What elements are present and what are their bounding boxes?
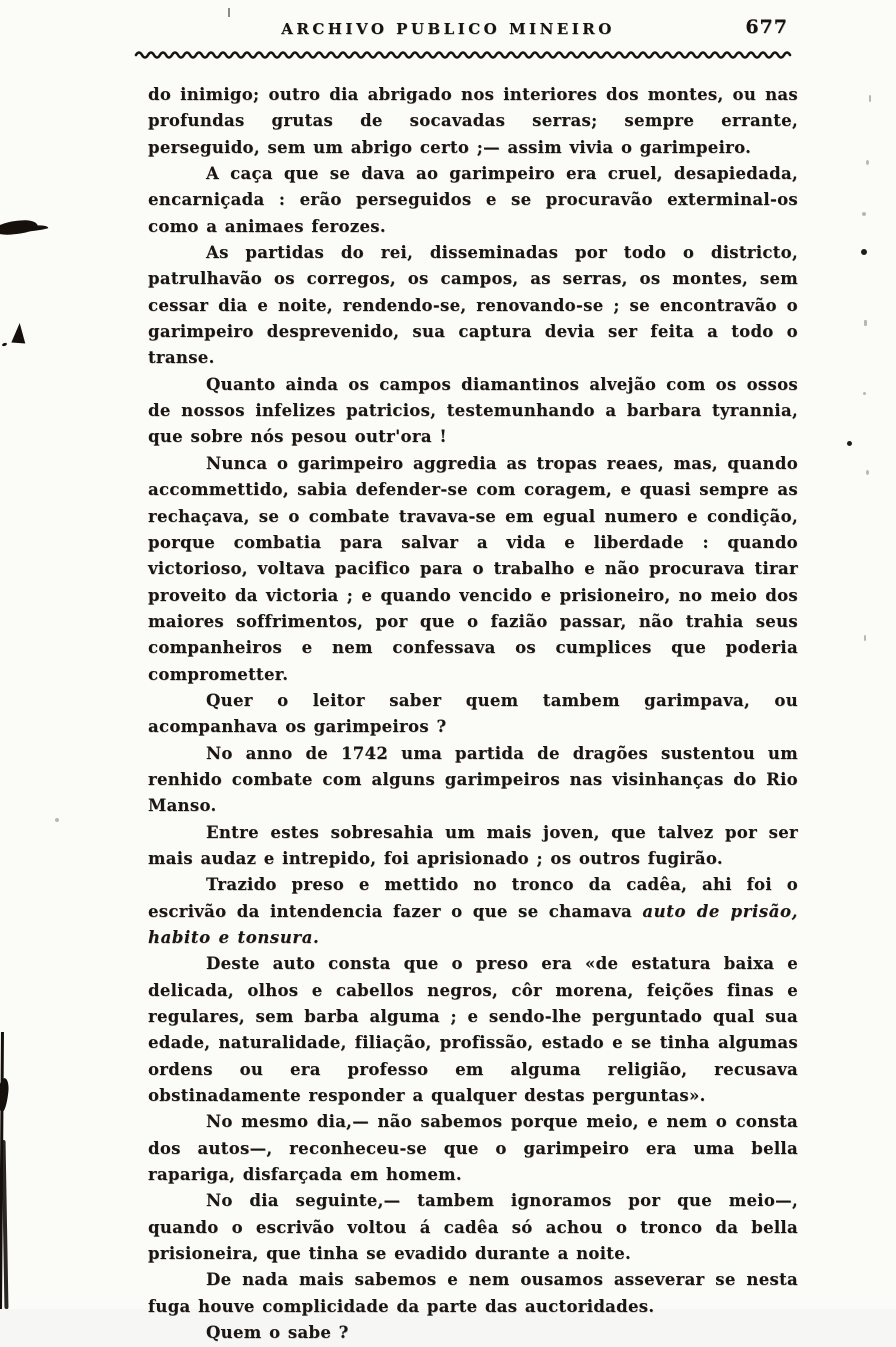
text-run: Entre estes sobresahia um mais joven, que talvez por ser mais audaz e intrepido, foi aprisionado ; os outros fugirão. [148,822,798,868]
text-run: Quanto ainda os campos diamantinos alvejão com os ossos de nossos infelizes patricios, testemunhando a barbara tyrannia, que sobre nós pesou outr'ora ! [148,374,798,447]
scan-speck [862,212,866,216]
paragraph [148,1188,798,1267]
paragraph [148,820,798,873]
text-run: A caça que se dava ao garimpeiro era cruel, desapiedada, encarniçada : erão perseguidos e se procuravão exterminal-os como a animaes ferozes. [148,164,798,236]
text-run: Nunca o garimpeiro aggredia as tropas reaes, mas, quando accommettido, sabia defender-se com coragem, e quasi sempre as rechaçava, se o combate travava-se em egual numero e condição, porque combatia para salvar a vida e liberdade : quando victorioso, voltava pacifico para o trabalho e não procurava tirar proveito da victoria ; e quando vencido e prisioneiro, no meio dos maiores soffrimentos, por que o fazião passar, não trahia seus companheiros e nem confessava os cumplices que poderia comprometter. [148,453,798,684]
paragraph [148,161,798,240]
text-run: Quem o sabe ? [206,1323,349,1343]
wavy-rule-path [136,53,790,58]
ink-blob-left-margin [0,218,39,236]
scan-speck [55,818,59,822]
scan-speck [869,95,871,102]
spine-shadow-tail [2,1140,9,1309]
page-number: 677 [745,16,788,38]
scan-speck [863,392,866,395]
text-run: do inimigo; outro dia abrigado nos interiores dos montes, ou nas profundas grutas de socavadas serras; sempre errante, perseguido, sem um abrigo certo ;— assim vivia o garimpeiro. [148,85,798,157]
paragraph [148,741,798,820]
paragraph [148,82,798,161]
scan-speck [864,320,867,326]
scan-tick-mark [228,8,230,17]
paragraph [148,451,798,688]
paragraph [148,372,798,451]
italic-text-run: auto de prisão, habito e tonsura. [148,901,798,947]
ink-speck [861,249,867,255]
text-run: Trazido preso e mettido no tronco da cadêa, ahi foi o escrivão da intendencia fazer o que se chamava [148,875,798,921]
paragraph [148,688,798,741]
running-title: ARCHIVO PUBLICO MINEIRO [281,20,615,38]
text-run: No anno de 1742 uma partida de dragões sustentou um renhido combate com alguns garimpeiros nas visinhanças do Rio Manso. [148,743,798,816]
scan-speck [864,635,866,641]
text-run: De nada mais sabemos e nem ousamos asseverar se nesta fuga houve complicidade da parte das auctoridades. [148,1270,798,1316]
text-run: No mesmo dia,— não sabemos porque meio, e nem o consta dos autos—, reconheceu-se que o garimpeiro era uma bella rapariga, disfarçada em homem. [148,1112,798,1185]
text-run: Quer o leitor saber quem tambem garimpava, ou acompanhava os garimpeiros ? [148,690,798,737]
text-run: Deste auto consta que o preso era «de estatura baixa e delicada, olhos e cabellos negros, côr morena, feições finas e regulares, sem barba alguma ; e sendo-lhe perguntado qual sua edade, naturalidade, filiação, profissão, estado e se tinha algumas ordens ou era professo em alguma religião, recusava obstinadamente responder a qualquer destas perguntas». [148,954,798,1106]
ink-caret-mark [11,323,26,344]
paragraph [148,872,798,951]
paragraph [148,1267,798,1320]
paragraph [148,240,798,372]
scan-speck [866,470,869,475]
text-run: No dia seguinte,— tambem ignoramos por que meio—, quando o escrivão voltou á cadêa só achou o tronco da bella prisioneira, que tinha se evadido durante a noite. [148,1191,798,1264]
paragraph [148,951,798,1109]
paragraph [148,1320,798,1346]
page-body [148,82,798,1347]
spine-ink-blob [0,1078,10,1113]
text-run: As partidas do rei, disseminadas por todo o districto, patrulhavão os corregos, os campos, as serras, os montes, sem cessar dia e noite, rendendo-se, renovando-se ; se encontravão o garimpeiro desprevenido, sua captura devia ser feita a todo o transe. [148,243,798,368]
ink-caret-dot [2,342,8,347]
scan-speck [866,160,869,165]
ink-speck [847,441,852,446]
page-header [0,16,896,50]
paragraph [148,1109,798,1188]
wavy-rule [134,48,794,60]
